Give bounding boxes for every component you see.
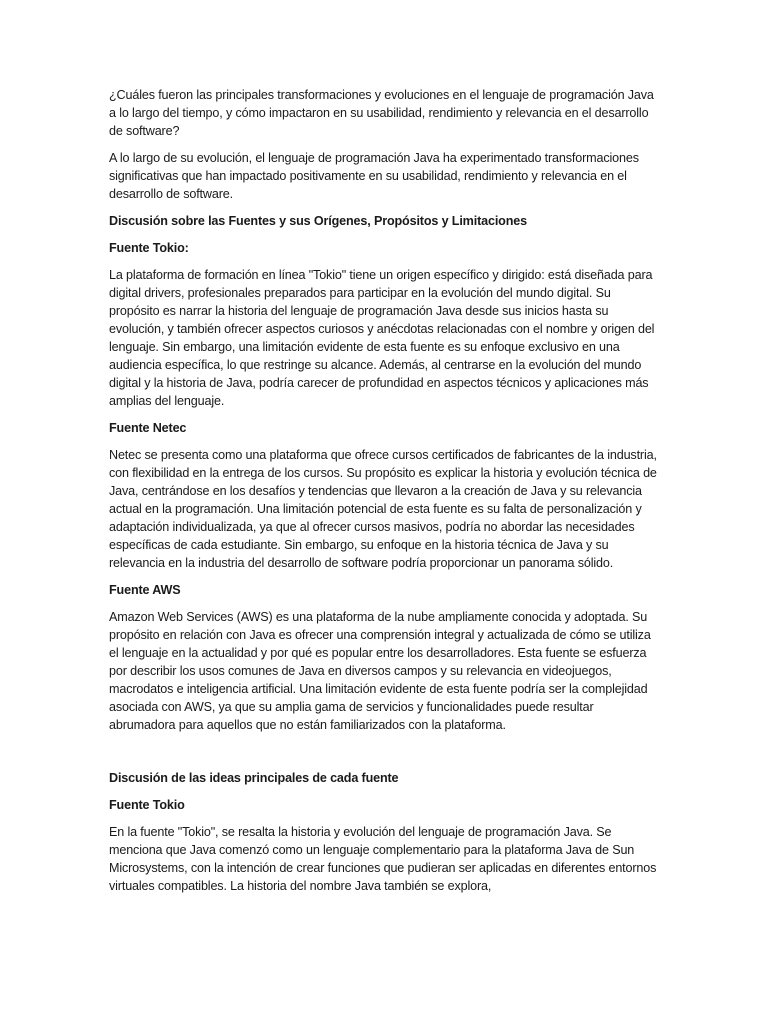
paragraph-fuente-aws: Amazon Web Services (AWS) es una plataforma de la nube ampliamente conocida y adoptada. Su propósito en relación con Java es ofrecer una comprensión integral y actualizada de cómo se utiliza el lenguaje en la actualidad y por qué es popular entre los desarrolladores. Esta fuente se esfuerza por describir los usos comunes de Java en diversos campos y su relevancia en videojuegos, macrodatos e inteligencia artificial. Una limitación evidente de esta fuente podría ser la complejidad asociada con AWS, ya que su amplia gama de servicios y funcionalidades puede resultar abrumadora para aquellos que no están familiarizados con la plataforma.: [109, 610, 651, 732]
paragraph-fuente-netec: Netec se presenta como una plataforma que ofrece cursos certificados de fabricantes de la industria, con flexibilidad en la entrega de los cursos. Su propósito es explicar la historia y evolución técnica de Java, centrándose en los desafíos y tendencias que llevaron a la creación de Java y su relevancia actual en la programación. Una limitación potencial de esta fuente es su falta de personalización y adaptación individualizada, ya que al ofrecer cursos masivos, podría no abordar las necesidades específicas de cada estudiante. Sin embargo, su enfoque en la historia técnica de Java y su relevancia en la industria del desarrollo de software podría proporcionar un panorama sólido.: [109, 448, 657, 570]
heading-fuente-tokio-ideas: Fuente Tokio: [109, 798, 185, 812]
section-heading-sources: Discusión sobre las Fuentes y sus Orígenes, Propósitos y Limitaciones: [109, 214, 527, 228]
document-body: [109, 86, 659, 904]
heading-fuente-aws: Fuente AWS: [109, 583, 181, 597]
heading-fuente-tokio: Fuente Tokio:: [109, 241, 189, 255]
paragraph-fuente-tokio-ideas: En la fuente "Tokio", se resalta la historia y evolución del lenguaje de programación Java. Se menciona que Java comenzó como un lenguaje complementario para la plataforma Java de Sun Microsystems, con la intención de crear funciones que pudieran ser aplicadas en diferentes entornos virtuales compatibles. La historia del nombre Java también se explora,: [109, 825, 657, 893]
intro-question: ¿Cuáles fueron las principales transformaciones y evoluciones en el lenguaje de programación Java a lo largo del tiempo, y cómo impactaron en su usabilidad, rendimiento y relevancia en el desarrollo de software?: [109, 88, 654, 138]
heading-fuente-netec: Fuente Netec: [109, 421, 187, 435]
paragraph-fuente-tokio: La plataforma de formación en línea "Tokio" tiene un origen específico y dirigido: está diseñada para digital drivers, profesionales preparados para participar en la evolución del mundo digital. Su propósito es narrar la historia del lenguaje de programación Java desde sus inicios hasta su evolución, y también ofrecer aspectos curiosos y anécdotas relacionadas con el nombre y origen del lenguaje. Sin embargo, una limitación evidente de esta fuente es su enfoque exclusivo en una audiencia específica, lo que restringe su alcance. Además, al centrarse en la evolución del mundo digital y la historia de Java, podría carecer de profundidad en aspectos técnicos y aplicaciones más amplias del lenguaje.: [109, 268, 655, 408]
section-heading-main-ideas: Discusión de las ideas principales de cada fuente: [109, 771, 399, 785]
blank-line: [109, 743, 659, 769]
intro-answer: A lo largo de su evolución, el lenguaje de programación Java ha experimentado transformaciones significativas que han impactado positivamente en su usabilidad, rendimiento y relevancia en el desarrollo de software.: [109, 151, 639, 201]
